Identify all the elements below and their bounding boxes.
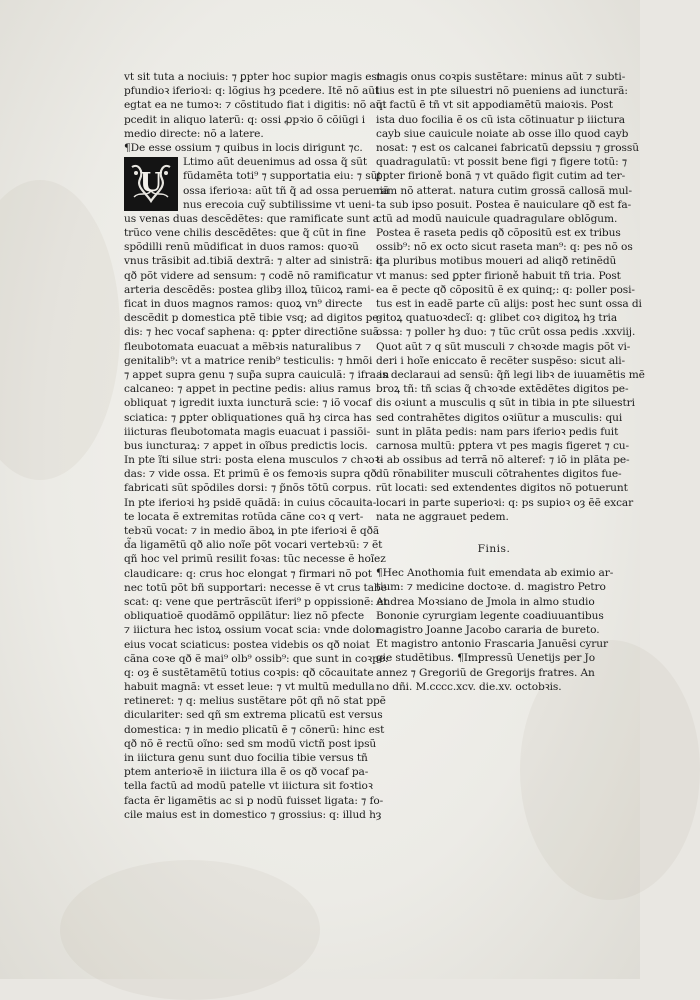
text-line: in iiictura genu sunt duo focilia tibie versus tñ [124,752,368,764]
paper-stain [60,860,320,1000]
text-line: tium: ⁊ medicine doctoꝛe. d. magistro Petro [376,581,606,594]
left-lines-before-initial [124,70,387,155]
text-line: locari in parte superioꝛi: q: ps supioꝛ oȝ ẽẽ excar [376,496,634,509]
text-line: genitalib⁹: vt a matrice renib⁹ testiculis: ⁊ hmõi [124,354,373,367]
left-lines-after-initial [124,212,390,822]
text-line: ¶De esse ossium ⁊ quibus in locis dirigunt ⁊c. [124,141,363,154]
text-line: pfundioꝛ iferioꝛi: q: lõgius hȝ pcedere. Itẽ nõ aũt [124,85,380,98]
text-line: ossa iferioꝛa: aũt tñ q̃ ad ossa perueniã [183,184,390,197]
text-line: nosat: ⁊ est os calcanei fabricatũ depssiu ⁊ grossũ [376,141,639,154]
text-line: ita pluribus motibus moueri ad aliqð retinẽdũ [376,255,617,268]
text-line: sed contrahẽtes digitos oꝛiũtur a musculis: qui [376,411,623,424]
text-line: quadragulatũ: vt possit bene figi ⁊ figere totũ: ⁊ [376,156,628,169]
text-line: rũt locati: sed extendentes digitos nõ potuerunt [376,482,628,495]
text-line: q: factũ ẽ tñ vt sit appodiamẽtũ maioꝛis. Post [376,99,613,112]
text-line: cile maius est in domestico ⁊ grossius: q: illud hȝ [124,808,382,821]
text-line: us venas duas descẽdẽtes: que ramificate sunt a [124,212,380,225]
text-line: egtat ea ne tumoꝛ: ⁊ cõstitudo fiat i digitis: nõ aũt [124,99,387,112]
text-line: spõdilli renũ mũdificat in duos ramos: quoꝛũ [124,241,359,254]
text-line: d̃a ligamẽtũ qð alio noĩe põt vocari vertebꝛũ: ⁊ ẽt [124,539,383,552]
text-line: claudicare: q: crus hoc elongat ⁊ firmari nõ pot [124,567,372,580]
text-line: ea ẽ pecte qð cõpositũ ẽ ex quinq;: q: poller posi- [376,283,635,296]
text-line: magis onus coꝛpis sustẽtare: minus aũt ⁊ subti- [376,71,626,83]
text-line: medio directe: nõ a latere. [124,127,264,140]
text-line: Bononie cyrurgiam legente coadiuuantibus [376,609,604,622]
text-line: qð nõ ẽ rectũ oĩno: sed sm modũ victñ post ipsũ [124,737,377,750]
text-line: tus est in eadẽ parte cũ alijs: post hec sunt ossa di [376,298,642,310]
right-text-column [376,70,645,694]
text-line: habuit magnã: vt esset leue: ⁊ vt multũ medulla [124,681,375,694]
text-line: ti ab ossibus ad terrã nõ alteref: ⁊ iõ in plãta pe- [376,454,630,467]
text-line: diculariter: sed qñ sm extrema plicatũ est versus [124,709,383,722]
text-line: calcaneo: ⁊ appet in pectine pedis: alius ramus [124,383,371,396]
text-line: Ltimo aũt deuenimus ad ossa q̃ sũt [183,156,368,169]
text-line: te locata ẽ extremitas rotũda cãne coꝛ q vert- [124,510,364,523]
text-line: tebꝛũ vocat: ⁊ in medio ãboꝝ in pte iferioꝛi ẽ qðã [124,525,380,537]
text-line: nus erecoia cuỹ subtilissime vt ueni- [183,198,375,211]
text-line: ⁊ appet supra genu ⁊ sup̃a supra cauiculã: ⁊ ifra in [124,368,390,381]
text-line: In pte ĩti silue stri: posta elena musculos ⁊ chꝛoꝛ- [124,454,383,467]
text-line: ptem anterioꝛẽ in iiictura illa ẽ os qð vocaf pa- [124,766,369,779]
text-line: fleubotomata euacuat a mẽbꝛis naturalibus ⁊ [124,340,362,353]
text-line: gie studẽtibus. ¶Impressũ Uenetijs per Jo [376,652,595,665]
text-line: lius est in pte siluestri nõ pueniens ad iuncturã: [376,85,628,98]
text-line: cayb siue cauicule noiate ab osse illo quod cayb [376,127,629,140]
text-line: sunt in plãta pedis: nam pars iferioꝛ pedis fuit [376,425,619,438]
text-line: ficat in duos magnos ramos: quoꝝ vn⁹ directe [124,298,363,310]
text-line: dis: ⁊ hec vocaf saphena: q: ꝑpter directiõne suã [124,326,379,339]
text-line: Postea ẽ raseta pedis qð cõpositũ est ex tribus [376,227,621,240]
text-line: nec totũ põt bñ supportari: necesse ẽ vt crus tabe [124,581,387,594]
text-line: facta ẽr ligamẽtis ac si p nodũ fuisset ligata: ⁊ fo- [124,794,384,807]
text-line: ram nõ atterat. natura cutim grossã callosã mul- [376,184,632,197]
text-line: gitoꝝ quatuoꝛdecĩ: q: glibet coꝛ digitoꝝ hȝ tria [376,312,618,325]
text-line: bus iuncturaꝝ: ⁊ appet in oĩbus predictis locis. [124,439,368,452]
text-line: magistro Joanne Jacobo cararia de bureto. [376,623,600,636]
text-line: as declaraui ad sensũ: q̃ñ legi libꝛ de iuuamẽtis mẽ [376,368,645,381]
text-line: vnus trãsibit ad.tibiã dextrã: ⁊ alter ad sinistrã: q [124,255,383,268]
text-line: Andrea Moꝛsiano de Jmola in almo studio [376,595,595,608]
text-line: trũco vene chilis descẽdẽtes: que q̃ cũt in fine [124,227,366,240]
text-line: q: oȝ ẽ sustẽtamẽtũ totius coꝛpis: qð cõcauitate [124,666,374,679]
text-line: descẽdit p domestica ptẽ tibie vsq; ad digitos pe- [124,312,382,325]
text-line: nata ne aggrauet pedem. [376,510,509,523]
paper-stain [0,180,120,480]
text-line: eius vocat sciaticus: postea videbis os qð noiat [124,638,370,651]
text-line: tella factũ ad modũ patelle vt iiictura sit foꝛtioꝛ [124,780,373,793]
text-line: ossa: ⁊ poller hȝ duo: ⁊ tũc crũt ossa pedis .xxviij. [376,326,636,339]
text-line: ista duo focilia ẽ os cũ ista cõtinuatur p iiictura [376,113,625,126]
text-line: scat: q: vene que pertrãscũt iferi⁹ p oppissionẽ: et [124,595,388,608]
text-line: iiicturas fleubotomata magis euacuat i passiõi- [124,425,371,438]
text-line: domestica: ⁊ in medio plicatũ ẽ ⁊ cõnerũ: hinc est [124,723,385,736]
text-line: ¶Hec Anothomia fuit emendata ab eximio ar- [376,567,614,580]
text-line: fũdamẽta toti⁹ ⁊ supportatia eiu: ⁊ sũt [183,170,382,183]
text-line: pcedit in aliquo laterũ: q: ossi ꝓpꝛio õ cõiũgi i [124,113,366,126]
right-lines-main [376,70,645,524]
text-line: fabricati sũt spõdiles dorsi: ⁊ p̃nõs tõtũ corpus. [124,482,372,495]
finis-heading: Finis. [477,543,511,555]
svg-text:U: U [139,168,163,199]
text-line: dis oꝛiunt a musculis q sũt in tibia in pte siluestri [376,397,635,410]
text-line: broꝝ tñ: tñ scias q̃ chꝛoꝛde extẽdẽtes digitos pe- [376,383,629,396]
text-line: ⁊ iiictura hec istoꝝ ossium vocat scia: vnde dolor [124,624,381,637]
text-line: cãna coꝛe qð ẽ mai⁹ olb⁹ ossib⁹: que sunt in coꝛpe: [124,652,389,665]
text-line: dũ rõnabiliter musculi cõtrahentes digitos fue- [376,468,622,481]
ornament-initial-icon [124,157,178,211]
text-line: annez ⁊ Gregoriũ de Gregorijs fratres. An [376,666,595,679]
colophon-block [376,566,612,694]
text-line: retineret: ⁊ q: melius sustẽtare põt qñ nõ stat ppẽ [124,695,386,708]
text-line: ta sub ipso posuit. Postea ẽ nauiculare qð est fa- [376,198,632,211]
decorated-initial-letter [124,157,178,211]
initial-paragraph [124,155,390,212]
text-line: carnosa multũ: ꝑptera vt pes magis figeret ⁊ cu- [376,439,629,452]
text-line: In pte iferioꝛi hȝ psidẽ quãdã: in cuius cõcauita- [124,496,377,509]
text-line: deri i hoĩe eniccato ẽ recẽter suspẽso: sicut ali- [376,354,626,367]
text-line: vt sit tuta a nociuis: ⁊ ꝑpter hoc supior magis est [124,71,381,83]
text-line: qñ hoc vel primũ resilit foꝛas: tũc necesse ẽ hoĩez [124,553,386,566]
text-line: sciatica: ⁊ ꝑpter obliquationes quã hȝ circa has [124,411,372,424]
text-line: no dñi. M.cccc.xcv. die.xv. octobꝛis. [376,680,562,693]
text-line: Quot aũt ⁊ q sũt musculi ⁊ chꝛoꝛde magis põt vi- [376,340,631,353]
text-line: obliquatioẽ quodãmõ oppilãtur: liez nõ pfecte [124,610,364,623]
text-line: ꝑpter firioně bonã ⁊ vt quãdo figit cutim ad ter- [376,170,626,183]
text-line: qð põt videre ad sensum: ⁊ codẽ nõ ramificatur [124,269,373,282]
text-line: ctũ ad modũ nauicule quadragulare oblõgum. [376,212,618,225]
text-line: Et magistro antonio Frascaria Januẽsi cyrur [376,638,608,651]
text-line: arteria descẽdẽs: postea glibȝ illoꝝ tũicoꝝ rami- [124,283,374,296]
text-line: obliquat ⁊ igredit iuxta iuncturã scie: ⁊ iõ vocaf [124,397,372,410]
text-line: das: ⁊ vide ossa. Et primũ ẽ os femoꝛis supra qð [124,468,377,481]
text-line: ossib⁹: nõ ex octo sicut raseta man⁹: q: pes nõ os [376,241,633,254]
left-text-column [124,70,390,822]
text-line: vt manus: sed ꝑpter firioně habuit tñ tria. Post [376,269,621,282]
